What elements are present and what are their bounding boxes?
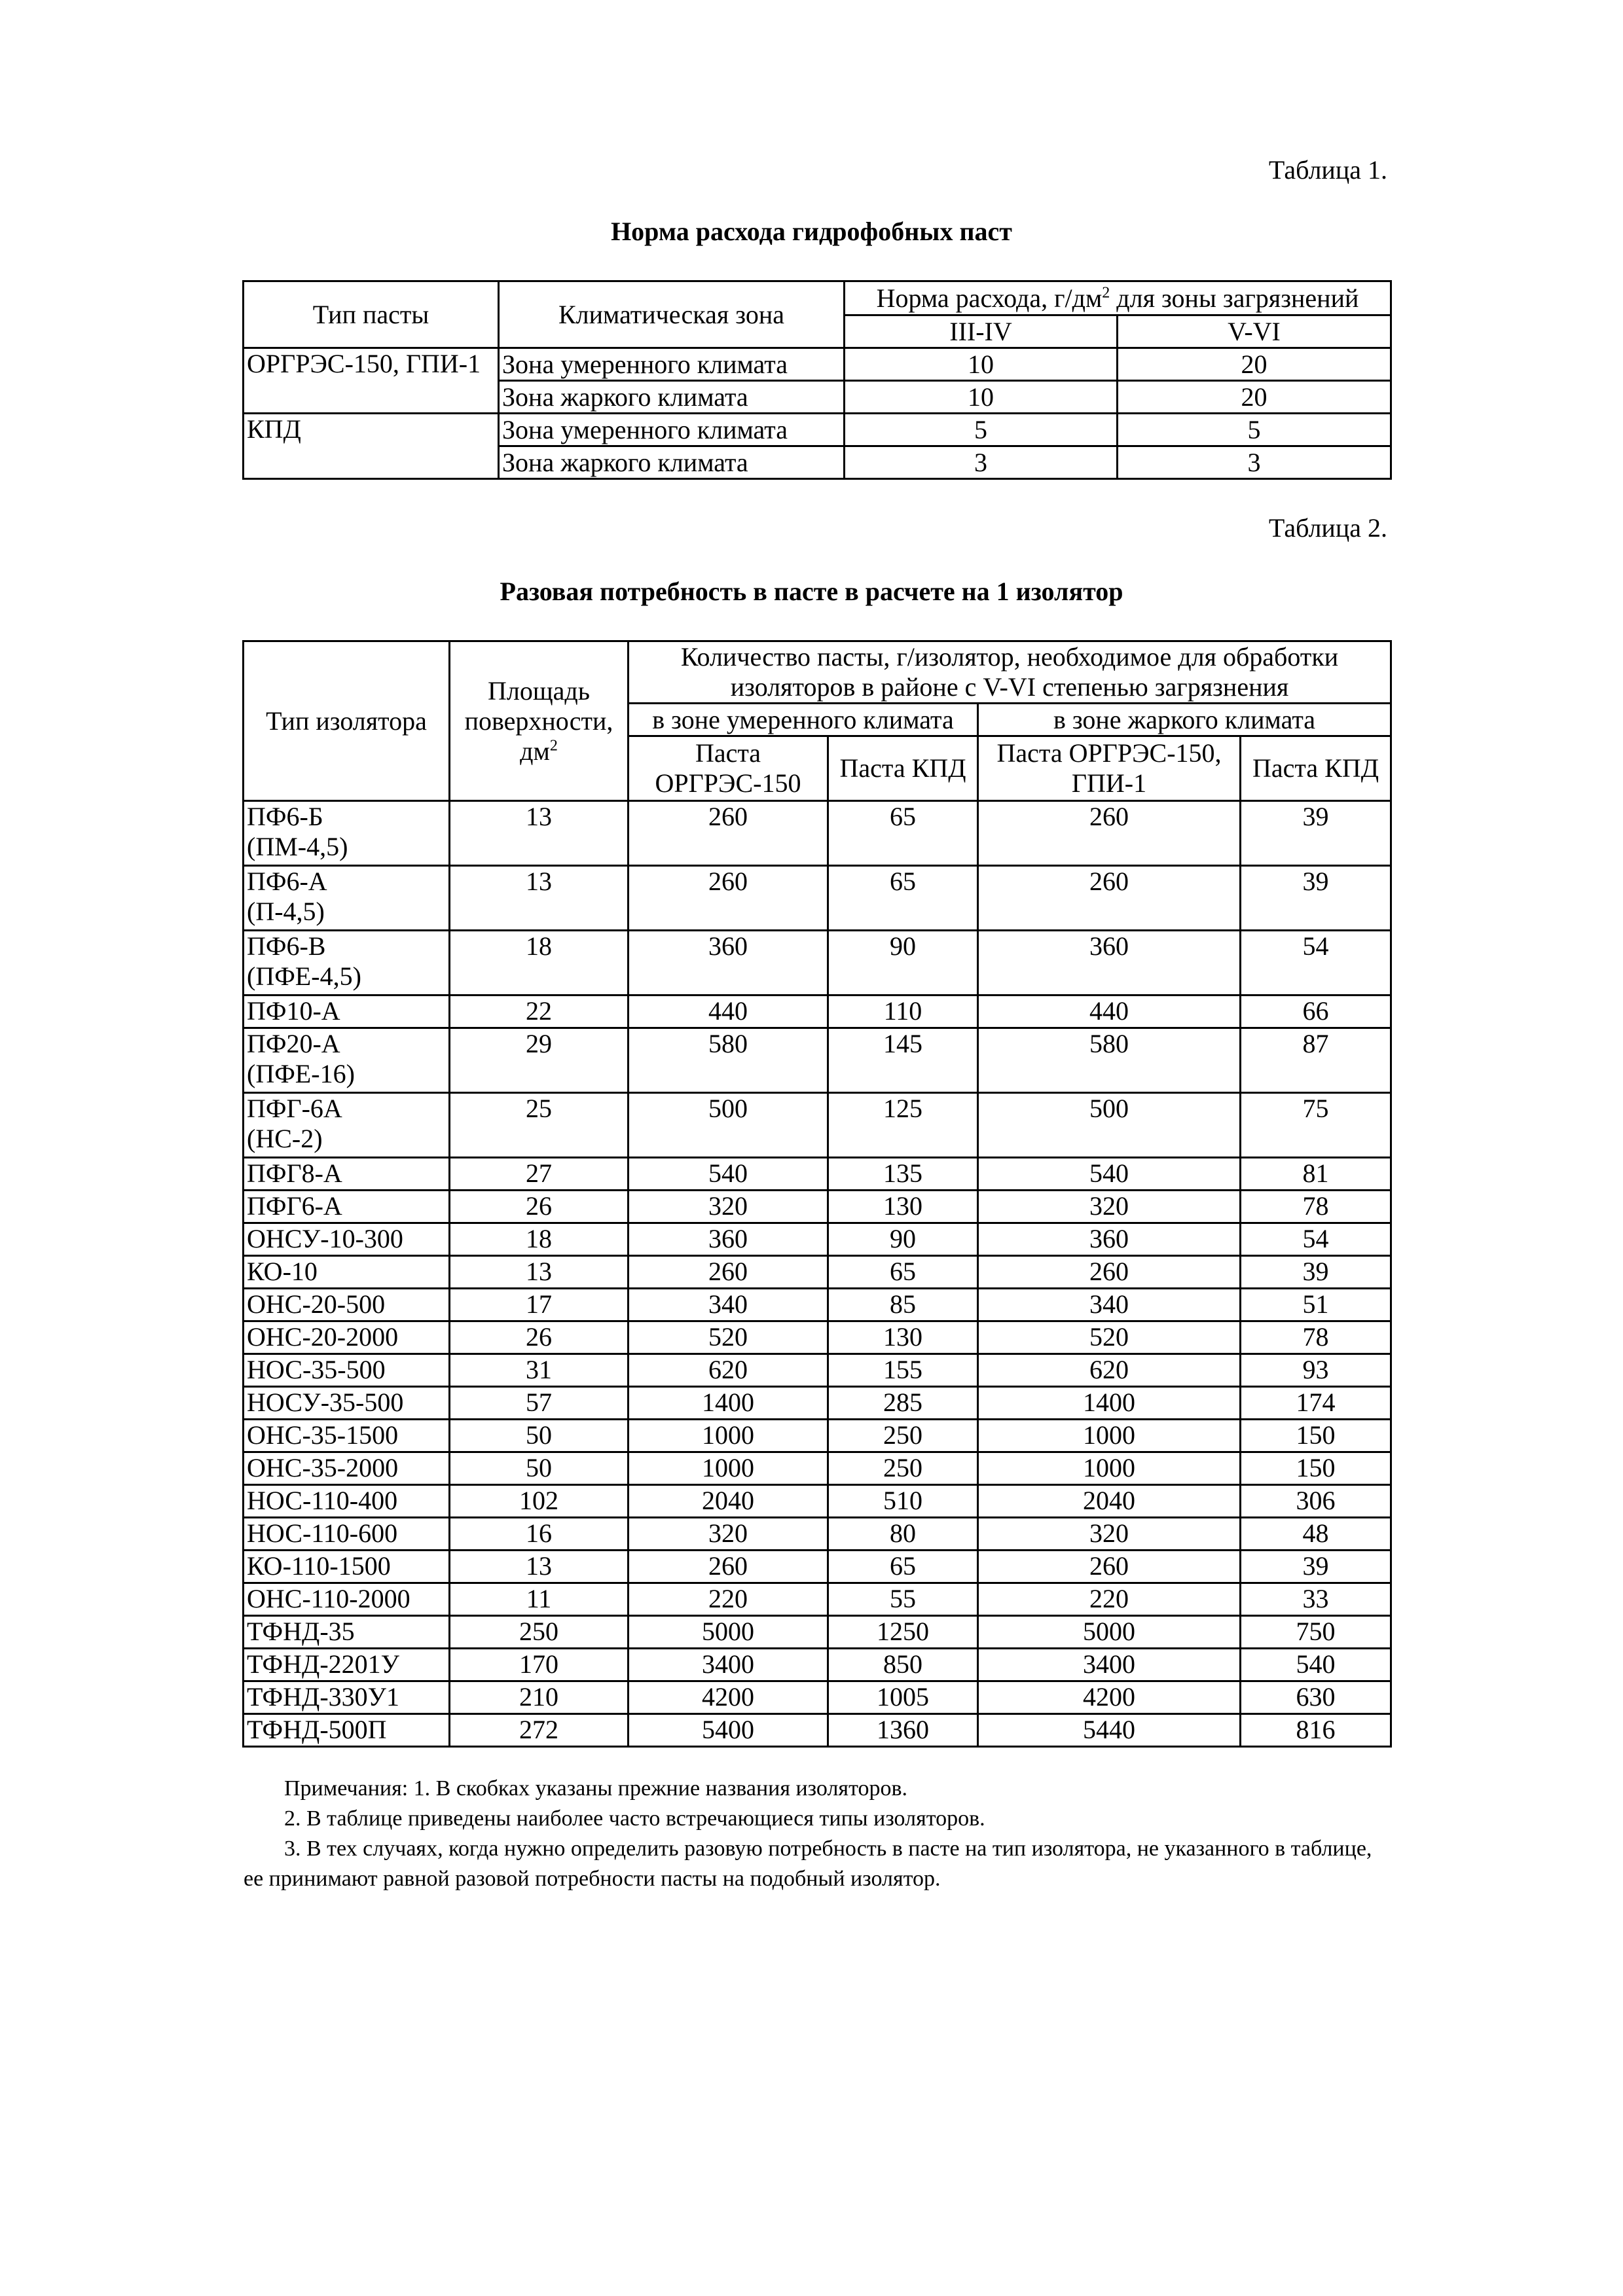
value-cell: 440 xyxy=(978,996,1241,1028)
value-cell: 500 xyxy=(629,1093,828,1158)
insulator-type-cell: ОНС-20-2000 xyxy=(244,1321,450,1354)
value-cell: 90 xyxy=(828,1223,978,1256)
value-cell: 39 xyxy=(1241,1256,1391,1289)
value-cell: 250 xyxy=(450,1616,629,1649)
header-climate-zone: Климатическая зона xyxy=(499,281,845,348)
value-cell: 81 xyxy=(1241,1158,1391,1191)
value-cell: 54 xyxy=(1241,931,1391,996)
table-row xyxy=(244,1158,1391,1191)
header-temperate-zone: в зоне умеренного климата xyxy=(629,704,978,736)
insulator-type-cell: НОС-35-500 xyxy=(244,1354,450,1387)
table1-caption: Таблица 1. xyxy=(1268,155,1387,185)
value-cell: 11 xyxy=(450,1583,629,1616)
value-cell: 320 xyxy=(629,1191,828,1223)
value-cell: 50 xyxy=(450,1420,629,1452)
note-2: 2. В таблице приведены наиболее часто встречающиеся типы изоляторов. xyxy=(284,1806,985,1831)
value-cell: 520 xyxy=(978,1321,1241,1354)
table-row xyxy=(244,931,1391,996)
value-cell: 260 xyxy=(629,866,828,931)
value-cell: 210 xyxy=(450,1681,629,1714)
value-cell: 500 xyxy=(978,1093,1241,1158)
note-1: Примечания: 1. В скобках указаны прежние названия изоляторов. xyxy=(284,1776,908,1801)
table-row xyxy=(244,1551,1391,1583)
value-cell: 130 xyxy=(828,1321,978,1354)
value-cell: 260 xyxy=(978,1551,1241,1583)
value-cell: 360 xyxy=(629,1223,828,1256)
insulator-type-cell: ПФГ8-А xyxy=(244,1158,450,1191)
value-cell: 78 xyxy=(1241,1191,1391,1223)
table-row xyxy=(244,1093,1391,1158)
table-row xyxy=(244,1321,1391,1354)
value-cell: 260 xyxy=(978,866,1241,931)
value-cell: 2040 xyxy=(978,1485,1241,1518)
value-cell: 50 xyxy=(450,1452,629,1485)
table-row: Зона жаркого климата 10 20 xyxy=(244,381,1391,414)
table1-title: Норма расхода гидрофобных паст xyxy=(611,217,1012,246)
value-cell: 250 xyxy=(828,1420,978,1452)
value-cell: 26 xyxy=(450,1321,629,1354)
value-cell: 250 xyxy=(828,1452,978,1485)
insulator-type-cell: ОНС-20-500 xyxy=(244,1289,450,1321)
value-cell: 65 xyxy=(828,866,978,931)
header-surface-area: Площадь поверхности, $дм^2$ xyxy=(450,641,629,801)
value-cell: 320 xyxy=(978,1518,1241,1551)
value-cell: 25 xyxy=(450,1093,629,1158)
value-cell: 2040 xyxy=(629,1485,828,1518)
insulator-type-cell: ТФНД-2201У xyxy=(244,1649,450,1681)
table-row xyxy=(244,1583,1391,1616)
value-cell: 360 xyxy=(629,931,828,996)
table-row xyxy=(244,801,1391,866)
value-cell: 39 xyxy=(1241,801,1391,866)
value-cell: 170 xyxy=(450,1649,629,1681)
header-zone-v-vi: V-VI xyxy=(1118,315,1391,348)
value-cell: 65 xyxy=(828,1256,978,1289)
value-cell: 1400 xyxy=(978,1387,1241,1420)
header-insulator-type: Тип изолятора xyxy=(244,641,450,801)
paste-per-insulator-table xyxy=(242,640,1392,1748)
value-cell: 580 xyxy=(978,1028,1241,1093)
value-cell: 3400 xyxy=(629,1649,828,1681)
value-cell: 125 xyxy=(828,1093,978,1158)
value-cell: 22 xyxy=(450,996,629,1028)
value-cell: 1005 xyxy=(828,1681,978,1714)
value-cell: 5000 xyxy=(629,1616,828,1649)
value-cell: 620 xyxy=(978,1354,1241,1387)
insulator-type-cell: ТФНД-330У1 xyxy=(244,1681,450,1714)
insulator-type-cell: ТФНД-35 xyxy=(244,1616,450,1649)
value-cell: 540 xyxy=(1241,1649,1391,1681)
value-cell: 1000 xyxy=(978,1452,1241,1485)
value-cell: 272 xyxy=(450,1714,629,1747)
insulator-type-cell: ПФ6-А (П-4,5) xyxy=(244,866,450,931)
value-cell: 87 xyxy=(1241,1028,1391,1093)
value-cell: 65 xyxy=(828,1551,978,1583)
value-cell: 5400 xyxy=(629,1714,828,1747)
table-row xyxy=(244,1518,1391,1551)
value-cell: 285 xyxy=(828,1387,978,1420)
insulator-type-cell: ОНС-35-1500 xyxy=(244,1420,450,1452)
value-cell: 220 xyxy=(978,1583,1241,1616)
value-cell: 48 xyxy=(1241,1518,1391,1551)
value-cell: 1000 xyxy=(629,1420,828,1452)
value-cell: 220 xyxy=(629,1583,828,1616)
table-row xyxy=(244,1256,1391,1289)
value-cell: 130 xyxy=(828,1191,978,1223)
insulator-type-cell: ПФ20-А (ПФЕ-16) xyxy=(244,1028,450,1093)
value-cell: 4200 xyxy=(978,1681,1241,1714)
value-cell: 174 xyxy=(1241,1387,1391,1420)
insulator-type-cell: ПФГ-6А (НС-2) xyxy=(244,1093,450,1158)
value-cell: 1250 xyxy=(828,1616,978,1649)
value-cell: 340 xyxy=(978,1289,1241,1321)
value-cell: 80 xyxy=(828,1518,978,1551)
value-cell: 630 xyxy=(1241,1681,1391,1714)
value-cell: 26 xyxy=(450,1191,629,1223)
table-row xyxy=(244,996,1391,1028)
value-cell: 135 xyxy=(828,1158,978,1191)
value-cell: 110 xyxy=(828,996,978,1028)
value-cell: 93 xyxy=(1241,1354,1391,1387)
table-row xyxy=(244,1223,1391,1256)
insulator-type-cell: ПФ6-В (ПФЕ-4,5) xyxy=(244,931,450,996)
value-cell: 260 xyxy=(978,801,1241,866)
value-cell: 145 xyxy=(828,1028,978,1093)
table2-title: Разовая потребность в пасте в расчете на 1 изолятор xyxy=(500,577,1123,606)
table-row xyxy=(244,1028,1391,1093)
value-cell: 260 xyxy=(629,1256,828,1289)
value-cell: 360 xyxy=(978,1223,1241,1256)
value-cell: 33 xyxy=(1241,1583,1391,1616)
value-cell: 4200 xyxy=(629,1681,828,1714)
value-cell: 54 xyxy=(1241,1223,1391,1256)
insulator-type-cell: КО-10 xyxy=(244,1256,450,1289)
value-cell: 39 xyxy=(1241,866,1391,931)
table-row: Зона жаркого климата 3 3 xyxy=(244,446,1391,479)
insulator-type-cell: ОНСУ-10-300 xyxy=(244,1223,450,1256)
value-cell: 510 xyxy=(828,1485,978,1518)
value-cell: 360 xyxy=(978,931,1241,996)
value-cell: 39 xyxy=(1241,1551,1391,1583)
header-orgres-gpi-hot: Паста ОРГРЭС-150, ГПИ-1 xyxy=(978,736,1241,801)
value-cell: 440 xyxy=(629,996,828,1028)
value-cell: 260 xyxy=(978,1256,1241,1289)
value-cell: 66 xyxy=(1241,996,1391,1028)
header-rate: Норма расхода, $г/дм^2$ для зоны загрязнений xyxy=(845,281,1391,315)
value-cell: 13 xyxy=(450,801,629,866)
value-cell: 1000 xyxy=(978,1420,1241,1452)
table-row xyxy=(244,1649,1391,1681)
value-cell: 65 xyxy=(828,801,978,866)
header-orgres-temperate: Паста ОРГРЭС-150 xyxy=(629,736,828,801)
value-cell: 3400 xyxy=(978,1649,1241,1681)
value-cell: 580 xyxy=(629,1028,828,1093)
value-cell: 16 xyxy=(450,1518,629,1551)
value-cell: 5000 xyxy=(978,1616,1241,1649)
value-cell: 1000 xyxy=(629,1452,828,1485)
value-cell: 75 xyxy=(1241,1093,1391,1158)
value-cell: 540 xyxy=(978,1158,1241,1191)
table-row xyxy=(244,1485,1391,1518)
value-cell: 1360 xyxy=(828,1714,978,1747)
table-row xyxy=(244,866,1391,931)
value-cell: 31 xyxy=(450,1354,629,1387)
table-row xyxy=(244,1452,1391,1485)
value-cell: 27 xyxy=(450,1158,629,1191)
paste-consumption-rate-table xyxy=(242,280,1392,480)
note-3: 3. В тех случаях, когда нужно определить разовую потребность в пасте на тип изолятора, не указанного в таблице, ее принимают равной разовой потребности пасты на подобный изолятор. xyxy=(244,1837,1372,1891)
table-row xyxy=(244,1616,1391,1649)
insulator-type-cell: ПФ10-А xyxy=(244,996,450,1028)
value-cell: 13 xyxy=(450,1551,629,1583)
value-cell: 150 xyxy=(1241,1452,1391,1485)
value-cell: 78 xyxy=(1241,1321,1391,1354)
value-cell: 320 xyxy=(629,1518,828,1551)
value-cell: 5440 xyxy=(978,1714,1241,1747)
value-cell: 150 xyxy=(1241,1420,1391,1452)
table2-caption: Таблица 2. xyxy=(1268,513,1387,543)
header-kpd-temperate: Паста КПД xyxy=(828,736,978,801)
insulator-type-cell: ОНС-110-2000 xyxy=(244,1583,450,1616)
value-cell: 260 xyxy=(629,801,828,866)
value-cell: 13 xyxy=(450,866,629,931)
value-cell: 1400 xyxy=(629,1387,828,1420)
insulator-type-cell: НОС-110-600 xyxy=(244,1518,450,1551)
table-row xyxy=(244,1191,1391,1223)
value-cell: 620 xyxy=(629,1354,828,1387)
value-cell: 750 xyxy=(1241,1616,1391,1649)
insulator-type-cell: КО-110-1500 xyxy=(244,1551,450,1583)
header-quantity: Количество пасты, г/изолятор, необходимое для обработки изоляторов в районе с V-VI степенью загрязнения xyxy=(629,641,1391,704)
value-cell: 18 xyxy=(450,1223,629,1256)
table-row xyxy=(244,1681,1391,1714)
value-cell: 260 xyxy=(629,1551,828,1583)
value-cell: 340 xyxy=(629,1289,828,1321)
table-row: ОРГРЭС-150, ГПИ-1 Зона умеренного климата 10 20 xyxy=(244,348,1391,381)
value-cell: 18 xyxy=(450,931,629,996)
value-cell: 155 xyxy=(828,1354,978,1387)
value-cell: 57 xyxy=(450,1387,629,1420)
notes xyxy=(244,1774,1396,1894)
value-cell: 816 xyxy=(1241,1714,1391,1747)
value-cell: 520 xyxy=(629,1321,828,1354)
table-row xyxy=(244,1289,1391,1321)
insulator-type-cell: ПФ6-Б (ПМ-4,5) xyxy=(244,801,450,866)
header-paste-type: Тип пасты xyxy=(244,281,499,348)
insulator-type-cell: НОСУ-35-500 xyxy=(244,1387,450,1420)
value-cell: 29 xyxy=(450,1028,629,1093)
table-row: КПД Зона умеренного климата 5 5 xyxy=(244,414,1391,446)
value-cell: 13 xyxy=(450,1256,629,1289)
insulator-type-cell: НОС-110-400 xyxy=(244,1485,450,1518)
value-cell: 306 xyxy=(1241,1485,1391,1518)
value-cell: 320 xyxy=(978,1191,1241,1223)
value-cell: 51 xyxy=(1241,1289,1391,1321)
value-cell: 17 xyxy=(450,1289,629,1321)
value-cell: 85 xyxy=(828,1289,978,1321)
header-kpd-hot: Паста КПД xyxy=(1241,736,1391,801)
value-cell: 55 xyxy=(828,1583,978,1616)
value-cell: 90 xyxy=(828,931,978,996)
value-cell: 102 xyxy=(450,1485,629,1518)
header-hot-zone: в зоне жаркого климата xyxy=(978,704,1391,736)
value-cell: 850 xyxy=(828,1649,978,1681)
insulator-type-cell: ТФНД-500П xyxy=(244,1714,450,1747)
table-row xyxy=(244,1714,1391,1747)
table-row xyxy=(244,1387,1391,1420)
header-zone-iii-iv: III-IV xyxy=(845,315,1118,348)
insulator-type-cell: ОНС-35-2000 xyxy=(244,1452,450,1485)
insulator-type-cell: ПФГ6-А xyxy=(244,1191,450,1223)
table-row xyxy=(244,1354,1391,1387)
table-row xyxy=(244,1420,1391,1452)
value-cell: 540 xyxy=(629,1158,828,1191)
